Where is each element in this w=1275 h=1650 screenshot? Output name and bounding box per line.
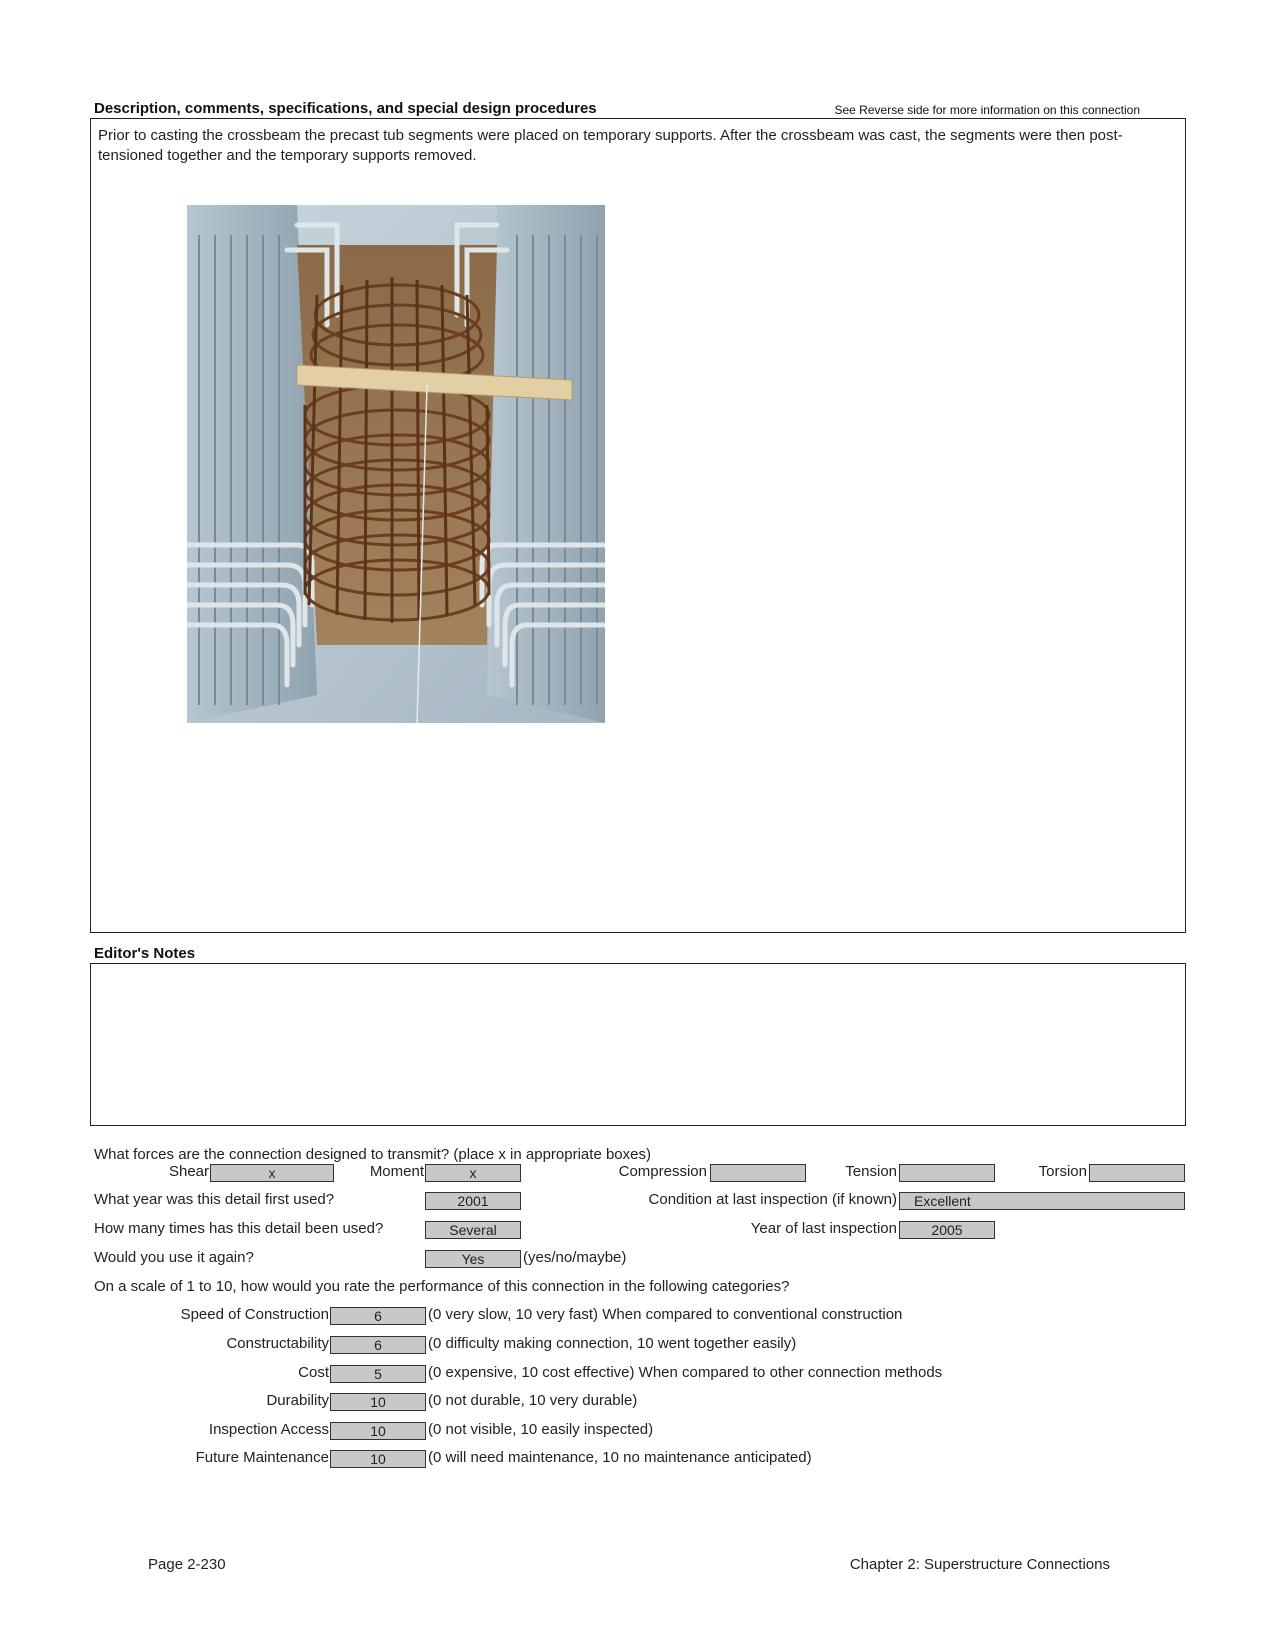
rating-label-constructability: Constructability <box>226 1335 329 1352</box>
shear-label: Shear <box>168 1163 209 1180</box>
compression-label: Compression <box>618 1163 707 1180</box>
first-used-field[interactable]: 2001 <box>425 1192 521 1210</box>
rating-field-maintenance[interactable]: 10 <box>330 1450 426 1468</box>
year-inspection-label: Year of last inspection <box>750 1220 897 1237</box>
rating-label-speed: Speed of Construction <box>180 1306 329 1323</box>
rating-field-durability[interactable]: 10 <box>330 1393 426 1411</box>
rating-label-cost: Cost <box>298 1364 329 1381</box>
rating-label-maintenance: Future Maintenance <box>195 1449 329 1466</box>
description-text: Prior to casting the crossbeam the precast tub segments were placed on temporary supports. After the crossbeam was cast, the segments were then post-tensioned together and the temporary supports removed. <box>98 127 1123 164</box>
tension-label: Tension <box>845 1163 897 1180</box>
chapter-title: Chapter 2: Superstructure Connections <box>849 1556 1110 1573</box>
rating-hint-constructability: (0 difficulty making connection, 10 went together easily) <box>428 1335 797 1352</box>
rating-field-cost[interactable]: 5 <box>330 1365 426 1383</box>
rating-hint-speed: (0 very slow, 10 very fast) When compared to conventional construction <box>428 1306 903 1323</box>
rebar-cage-photo <box>187 205 605 723</box>
rating-hint-maintenance: (0 will need maintenance, 10 no maintenance anticipated) <box>428 1449 812 1466</box>
condition-field[interactable]: Excellent <box>899 1192 1185 1210</box>
year-inspection-field[interactable]: 2005 <box>899 1221 995 1239</box>
moment-field[interactable]: x <box>425 1164 521 1182</box>
times-used-field[interactable]: Several <box>425 1221 521 1239</box>
forces-question: What forces are the connection designed to transmit? (place x in appropriate boxes) <box>94 1146 651 1163</box>
use-again-field[interactable]: Yes <box>425 1250 521 1268</box>
editors-notes-heading: Editor's Notes <box>94 945 196 962</box>
torsion-label: Torsion <box>1038 1163 1087 1180</box>
rating-label-durability: Durability <box>266 1392 329 1409</box>
rating-field-inspection[interactable]: 10 <box>330 1422 426 1440</box>
rating-label-inspection: Inspection Access <box>208 1421 329 1438</box>
page-number: Page 2-230 <box>148 1556 226 1573</box>
shear-field[interactable]: x <box>210 1164 334 1182</box>
rating-hint-durability: (0 not durable, 10 very durable) <box>428 1392 638 1409</box>
use-again-question: Would you use it again? <box>94 1249 254 1266</box>
description-heading: Description, comments, specifications, and special design procedures <box>94 100 597 117</box>
condition-label: Condition at last inspection (if known) <box>648 1191 897 1208</box>
ratings-question: On a scale of 1 to 10, how would you rate the performance of this connection in the following categories? <box>94 1278 790 1295</box>
rating-field-speed[interactable]: 6 <box>330 1307 426 1325</box>
compression-field[interactable] <box>710 1164 806 1182</box>
moment-label: Moment <box>369 1163 424 1180</box>
editors-notes-box <box>90 963 1186 1126</box>
times-used-question: How many times has this detail been used? <box>94 1220 384 1237</box>
use-again-hint: (yes/no/maybe) <box>523 1249 627 1266</box>
rating-hint-cost: (0 expensive, 10 cost effective) When compared to other connection methods <box>428 1364 943 1381</box>
reverse-side-note: See Reverse side for more information on this connection <box>834 103 1140 117</box>
description-box <box>90 118 1186 933</box>
first-used-question: What year was this detail first used? <box>94 1191 335 1208</box>
tension-field[interactable] <box>899 1164 995 1182</box>
rating-hint-inspection: (0 not visible, 10 easily inspected) <box>428 1421 654 1438</box>
torsion-field[interactable] <box>1089 1164 1185 1182</box>
rating-field-constructability[interactable]: 6 <box>330 1336 426 1354</box>
